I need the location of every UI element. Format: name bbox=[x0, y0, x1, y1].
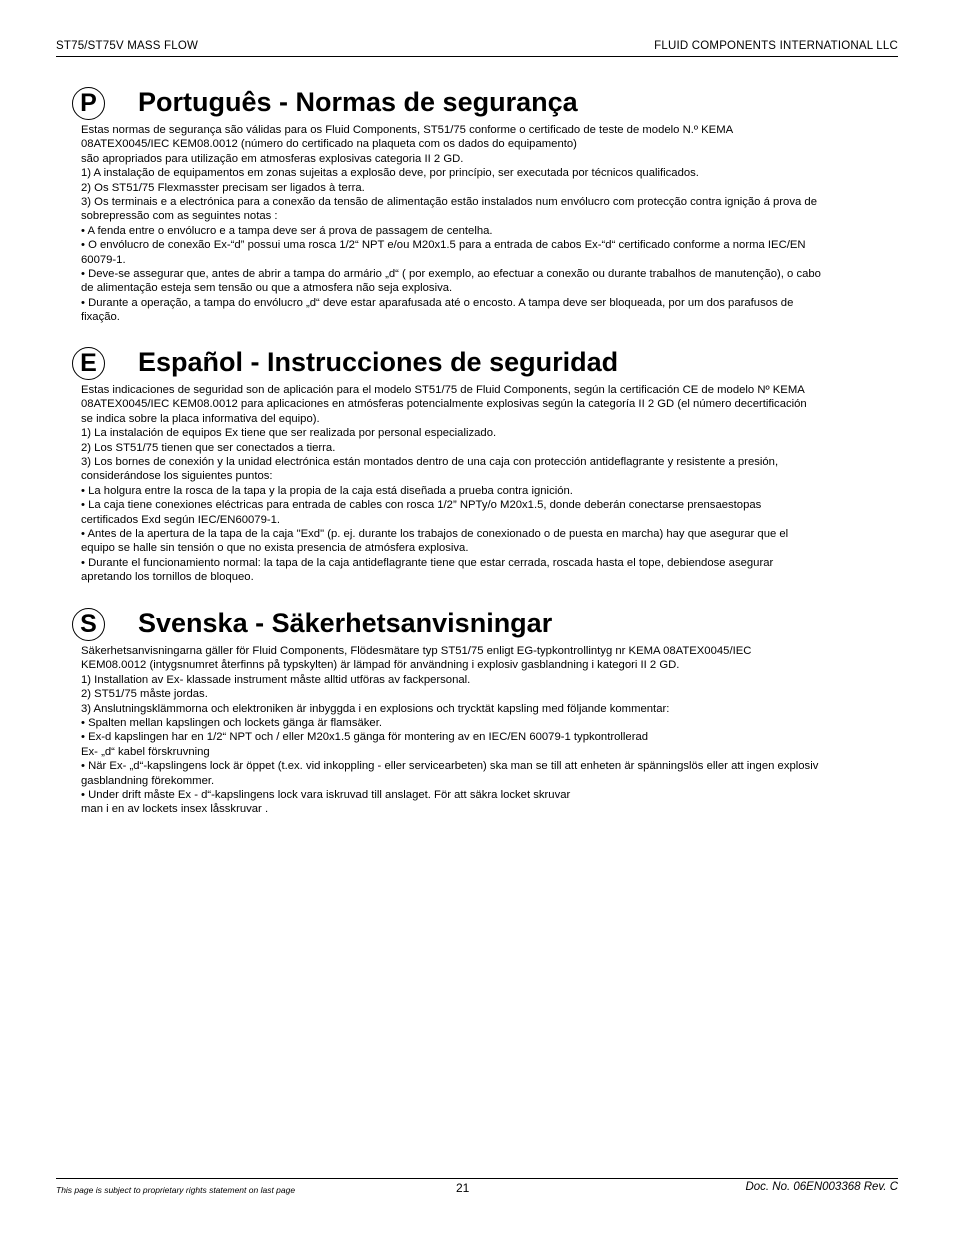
text-line: gasblandning förekommer. bbox=[81, 774, 215, 787]
header-product: ST75/ST75V MASS FLOW bbox=[56, 40, 199, 52]
text-line: • Deve-se assegurar que, antes de abrir a tampa do armário „d“ ( por exemplo, ao efectuar a conexão ou durante trabalhos de manutenção), o cabo bbox=[81, 268, 821, 281]
section-body bbox=[81, 123, 902, 325]
document-number: Doc. No. 06EN003368 Rev. C bbox=[745, 1181, 898, 1193]
text-line: 1) Installation av Ex- klassade instrument måste alltid utföras av fackpersonal. bbox=[81, 673, 471, 686]
text-line: Estas normas de segurança são válidas para os Fluid Components, ST51/75 conforme o certificado de teste de modelo N.º KEMA bbox=[81, 124, 734, 136]
text-line: equipo se halle sin tensión o que no exista presencia de atmósfera explosiva. bbox=[81, 542, 469, 555]
text-line: 2) ST51/75 måste jordas. bbox=[81, 688, 208, 701]
text-line: 08ATEX0045/IEC KEM08.0012 (número do certificado na plaqueta com os dados do equipamento) bbox=[81, 138, 577, 151]
text-line: sobrepressão com as seguintes notas : bbox=[81, 210, 278, 223]
text-line: • Ex-d kapslingen har en 1/2“ NPT och / eller M20x1.5 gänga för montering av en IEC/EN 60079-1 typkontrollerad bbox=[81, 731, 649, 744]
section-heading bbox=[72, 345, 902, 383]
text-line: certificados Exd según IEC/EN60079-1. bbox=[81, 513, 281, 526]
text-line: considerándose los siguientes puntos: bbox=[81, 470, 273, 483]
page-header bbox=[56, 40, 898, 57]
text-line: fixação. bbox=[81, 311, 120, 324]
language-badge-e: E bbox=[72, 347, 105, 380]
section-title: Español - Instrucciones de seguridad bbox=[138, 347, 619, 377]
text-line: • A fenda entre o envólucro e a tampa deve ser á prova de passagem de centelha. bbox=[81, 224, 493, 237]
section-heading bbox=[72, 85, 902, 123]
text-line: 3) Os terminais e a electrónica para a conexão da tensão de alimentação estão instalados num envólucro com protecção contra ignição á prova de bbox=[81, 196, 817, 209]
page-footer bbox=[56, 1178, 898, 1199]
footer-rights-note: This page is subject to proprietary rights statement on last page bbox=[56, 1185, 296, 1195]
section-body bbox=[81, 644, 902, 817]
language-badge-s: S bbox=[72, 608, 105, 641]
text-line: • Durante a operação, a tampa do envólucro „d“ deve estar aparafusada até o encosto. A tampa deve ser bloqueada, por um dos parafusos de bbox=[81, 296, 794, 309]
section-title: Svenska - Säkerhetsanvisningar bbox=[138, 608, 553, 638]
section-portuguese bbox=[72, 85, 902, 325]
language-badge-p: P bbox=[72, 87, 105, 120]
section-spanish bbox=[72, 345, 902, 585]
text-line: de alimentação esteja sem tensão ou que a atmosfera não seja explosiva. bbox=[81, 282, 453, 295]
text-line: 3) Anslutningsklämmorna och elektroniken är inbyggda i en explosions och trycktät kapsling med följande kommentar: bbox=[81, 702, 670, 715]
text-line: • La caja tiene conexiones eléctricas para entrada de cables con rosca 1/2” NPTy/o M20x1.5, donde deberán conectarse prensaestopas bbox=[81, 499, 762, 512]
section-swedish bbox=[72, 606, 902, 817]
text-line: • Spalten mellan kapslingen och lockets gänga är flamsäker. bbox=[81, 717, 382, 730]
text-line: 2) Os ST51/75 Flexmasster precisam ser ligados à terra. bbox=[81, 181, 365, 194]
section-title: Português - Normas de segurança bbox=[138, 87, 578, 117]
text-line: Ex- „d“ kabel förskruvning bbox=[81, 745, 210, 758]
text-line: • O envólucro de conexão Ex-“d” possui uma rosca 1/2“ NPT e/ou M20x1.5 para a entrada de cabos Ex-“d“ certificado conforme a norma IEC/EN bbox=[81, 239, 806, 252]
text-line: 1) La instalación de equipos Ex tiene que ser realizada por personal especializado. bbox=[81, 427, 497, 440]
text-line: • Under drift måste Ex - d“-kapslingens lock vara iskruvad till anslaget. För att säkra locket skruvar bbox=[81, 789, 571, 802]
text-line: • Durante el funcionamiento normal: la tapa de la caja antideflagrante tiene que estar cerrada, roscada hasta el tope, debiendose asegurar bbox=[81, 556, 774, 569]
text-line: se indica sobre la placa informativa del equipo). bbox=[81, 412, 320, 425]
text-line: Estas indicaciones de seguridad son de aplicación para el modelo ST51/75 de Fluid Components, según la certificación CE de modelo Nº KEMA bbox=[81, 384, 805, 396]
text-line: man i en av lockets insex låsskruvar . bbox=[81, 803, 269, 816]
text-line: 2) Los ST51/75 tienen que ser conectados a tierra. bbox=[81, 441, 336, 454]
text-line: • Antes de la apertura de la tapa de la caja "Exd" (p. ej. durante los trabajos de conexionado o de puesta en marcha) hay que asegurar que el bbox=[81, 528, 789, 541]
text-line: 60079-1. bbox=[81, 253, 126, 266]
text-line: 1) A instalação de equipamentos em zonas sujeitas a explosão deve, por princípio, ser executada por técnicos qualificados. bbox=[81, 167, 699, 180]
section-heading bbox=[72, 606, 902, 644]
text-line: Säkerhetsanvisningarna gäller för Fluid Components, Flödesmätare typ ST51/75 enligt EG-typkontrollintyg nr KEMA 08ATEX0045/IEC bbox=[81, 645, 752, 657]
text-line: KEM08.0012 (intygsnumret återfinns på typskylten) är lämpad för användning i explosiv gasblandning i kategori II 2 GD. bbox=[81, 659, 680, 672]
text-line: • La holgura entre la rosca de la tapa y la propia de la caja está diseñada a prueba contra ignición. bbox=[81, 484, 573, 497]
text-line: • När Ex- „d“-kapslingens lock är öppet (t.ex. vid inkoppling - eller servicearbeten) ska man se till att enheten är spänningslös eller att ingen explosiv bbox=[81, 760, 819, 773]
text-line: são apropriados para utilização em atmosferas explosivas categoria II 2 GD. bbox=[81, 152, 464, 165]
text-line: 3) Los bornes de conexión y la unidad electrónica están montados dentro de una caja con protección antideflagrante y resistente a presión, bbox=[81, 456, 779, 469]
text-line: 08ATEX0045/IEC KEM08.0012 para aplicaciones en atmósferas potencialmente explosivas según la categoría II 2 GD (el número decertificación bbox=[81, 398, 807, 411]
page-number: 21 bbox=[456, 1181, 470, 1195]
text-line: apretando los tornillos de bloqueo. bbox=[81, 571, 254, 584]
header-company: FLUID COMPONENTS INTERNATIONAL LLC bbox=[654, 40, 898, 52]
section-body bbox=[81, 383, 902, 585]
